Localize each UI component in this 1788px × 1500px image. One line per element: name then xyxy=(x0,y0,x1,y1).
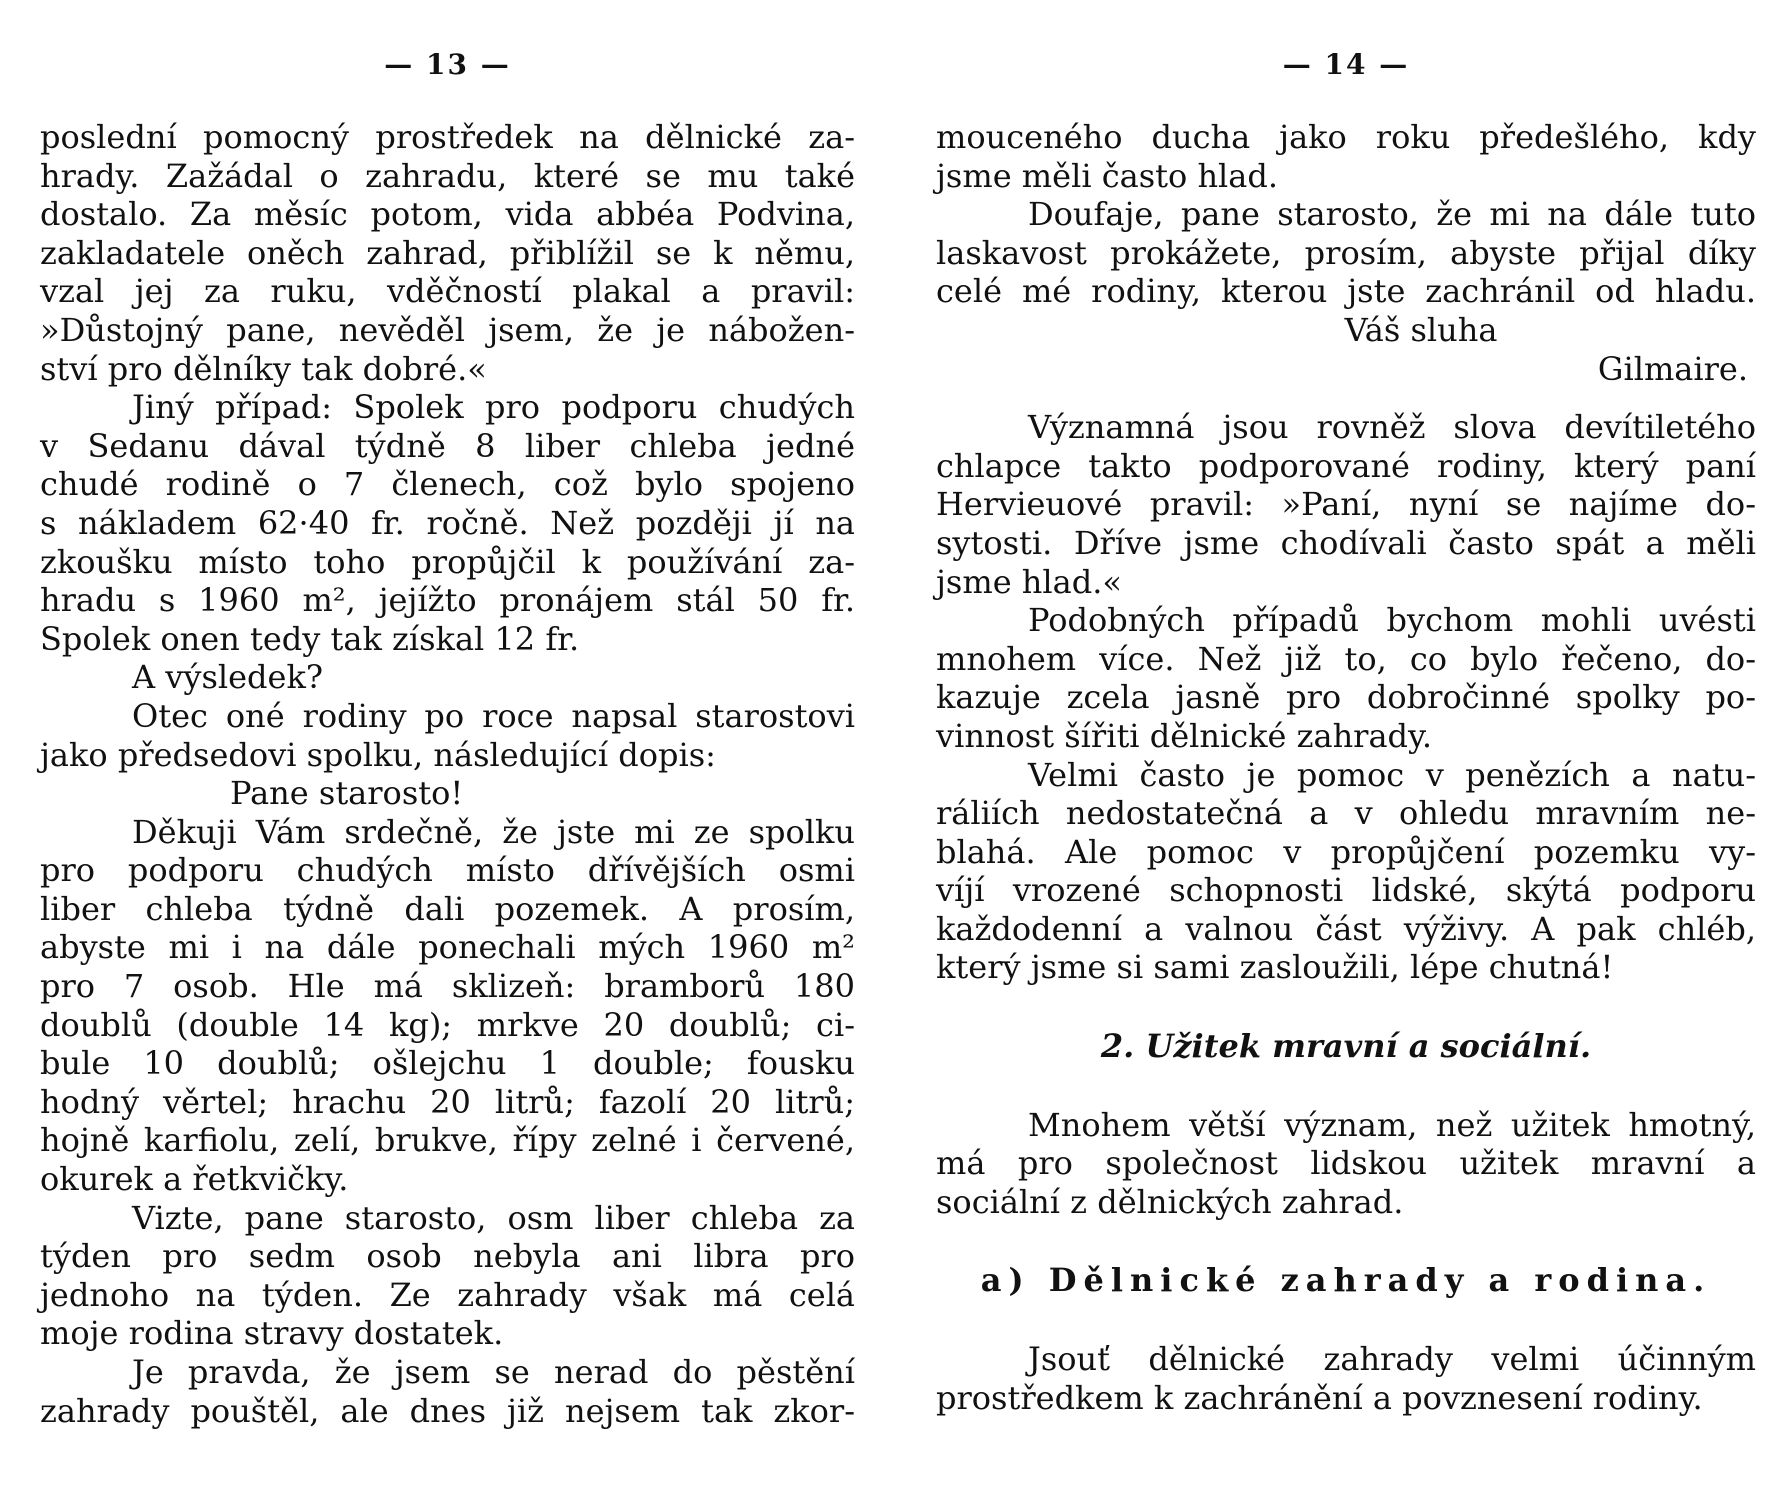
text-line: Děkuji Vám srdečně, že jste mi ze spolku xyxy=(132,812,855,851)
text-line: sociální z dělnických zahrad. xyxy=(936,1182,1404,1221)
text-line: vzal jej za ruku, vděčností plakal a pravil: xyxy=(40,272,855,311)
text-line: Podobných případů bychom mohli uvésti xyxy=(1028,601,1756,640)
page-number: — 13 — xyxy=(384,48,511,81)
text-line: Mnohem větší význam, než užitek hmotný, xyxy=(1028,1105,1756,1144)
text-line: jako předsedovi spolku, následující dopis: xyxy=(40,735,716,774)
letter-signature: Gilmaire. xyxy=(1597,349,1748,388)
text-line: týden pro sedm osob nebyla ani libra pro xyxy=(40,1237,855,1276)
subsection-heading: a) Dělnické zahrady a rodina. xyxy=(980,1261,1712,1300)
text-line: liber chleba týdně dali pozemek. A prosím, xyxy=(40,889,855,928)
text-line: Velmi často je pomoc v penězích a natu- xyxy=(1028,755,1756,794)
text-line: zakladatele oněch zahrad, přiblížil se k němu, xyxy=(40,233,855,272)
text-line: Spolek onen tedy tak získal 12 fr. xyxy=(40,619,580,658)
right-page xyxy=(936,0,1756,1500)
text-line: zkoušku místo toho propůjčil k používání za- xyxy=(40,542,855,581)
text-line: Je pravda, že jsem se nerad do pěstění xyxy=(132,1353,855,1391)
text-line: pro podporu chudých místo dřívějších osmi xyxy=(40,851,855,890)
text-line: Vizte, pane starosto, osm liber chleba za xyxy=(132,1198,855,1237)
spacer xyxy=(936,987,1756,1027)
text-line: Jsouť dělnické zahrady velmi účinným xyxy=(1028,1340,1756,1379)
text-line: hojně karfiolu, zelí, brukve, řípy zelné i červené, xyxy=(40,1121,855,1160)
text-line: pro 7 osob. Hle má sklizeň: bramborů 180 xyxy=(40,967,855,1006)
text-line: hradu s 1960 m², jejížto pronájem stál 50 fr. xyxy=(40,581,855,620)
letter-salutation: Pane starosto! xyxy=(230,774,464,813)
text-line: ráliích nedostatečná a v ohledu mravním ne- xyxy=(936,794,1756,833)
letter-closing: Váš sluha xyxy=(1344,310,1498,349)
text-line: chlapce takto podporované rodiny, který paní xyxy=(936,446,1756,485)
text-line: každodenní a valnou část výživy. A pak chléb, xyxy=(936,909,1756,948)
spacer xyxy=(936,1066,1756,1106)
text-line: celé mé rodiny, kterou jste zachránil od hladu. xyxy=(936,272,1756,311)
text-line: ství pro dělníky tak dobré.« xyxy=(40,349,487,388)
text-line: hrady. Zažádal o zahradu, které se mu také xyxy=(40,156,855,195)
text-line: Významná jsou rovněž slova devítiletého xyxy=(1028,408,1756,447)
text-line: víjí vrozené schopnosti lidské, skýtá podporu xyxy=(936,871,1756,910)
text-line: okurek a řetkvičky. xyxy=(40,1160,349,1199)
text-line: vinnost šířiti dělnické zahrady. xyxy=(936,716,1433,755)
spacer xyxy=(936,1221,1756,1261)
text-line: jsme měli často hlad. xyxy=(936,156,1279,195)
text-line: bule 10 doublů; ošlejchu 1 double; fousku xyxy=(40,1044,855,1083)
text-line: sytosti. Dříve jsme chodívali často spát a měli xyxy=(936,523,1756,562)
text-line: mouceného ducha jako roku předešlého, kdy xyxy=(936,118,1756,156)
text-line: blahá. Ale pomoc v propůjčení pozemku vy- xyxy=(936,832,1756,871)
text-line: s nákladem 62·40 fr. ročně. Než později jí na xyxy=(40,503,855,542)
text-line: jednoho na týden. Ze zahrady však má celá xyxy=(40,1275,855,1314)
text-line: který jsme si sami zasloužili, lépe chutná! xyxy=(936,948,1614,987)
text-line: doublů (double 14 kg); mrkve 20 doublů; ci- xyxy=(40,1005,855,1044)
text-line: A výsledek? xyxy=(132,658,323,697)
section-heading: 2. Užitek mravní a sociální. xyxy=(1100,1027,1592,1066)
page-text xyxy=(936,118,1756,1417)
text-line: »Důstojný pane, nevěděl jsem, že je nábožen- xyxy=(40,310,855,349)
text-line: jsme hlad.« xyxy=(936,562,1122,601)
text-line: abyste mi i na dále ponechali mých 1960 m² xyxy=(40,928,855,967)
text-line: laskavost prokážete, prosím, abyste přijal díky xyxy=(936,233,1756,272)
page-text xyxy=(40,118,855,1430)
page-number: — 14 — xyxy=(1282,48,1410,81)
text-line: Otec oné rodiny po roce napsal starostovi xyxy=(132,696,855,735)
text-line: v Sedanu dával týdně 8 liber chleba jedné xyxy=(40,426,855,465)
text-line: hodný věrtel; hrachu 20 litrů; fazolí 20 litrů; xyxy=(40,1082,855,1121)
text-line: kazuje zcela jasně pro dobročinné spolky po- xyxy=(936,678,1756,717)
text-line: má pro společnost lidskou užitek mravní a xyxy=(936,1144,1756,1183)
text-line: chudé rodině o 7 členech, což bylo spojeno xyxy=(40,465,855,504)
text-line: Doufaje, pane starosto, že mi na dále tuto xyxy=(1028,195,1756,234)
text-line: dostalo. Za měsíc potom, vida abbéa Podvina, xyxy=(40,195,855,234)
text-line: Hervieuové pravil: »Paní, nyní se najíme do- xyxy=(936,485,1756,524)
text-line: mnohem více. Než již to, co bylo řečeno, do- xyxy=(936,639,1756,678)
text-line: poslední pomocný prostředek na dělnické za- xyxy=(40,118,855,156)
left-page xyxy=(40,0,855,1500)
text-line: moje rodina stravy dostatek. xyxy=(40,1314,504,1353)
spacer xyxy=(936,1300,1756,1340)
spacer xyxy=(936,388,1756,408)
text-line: prostředkem k zachránění a povznesení rodiny. xyxy=(936,1378,1703,1417)
text-line: Jiný případ: Spolek pro podporu chudých xyxy=(132,388,855,427)
text-line: zahrady pouštěl, ale dnes již nejsem tak zkor- xyxy=(40,1391,855,1430)
